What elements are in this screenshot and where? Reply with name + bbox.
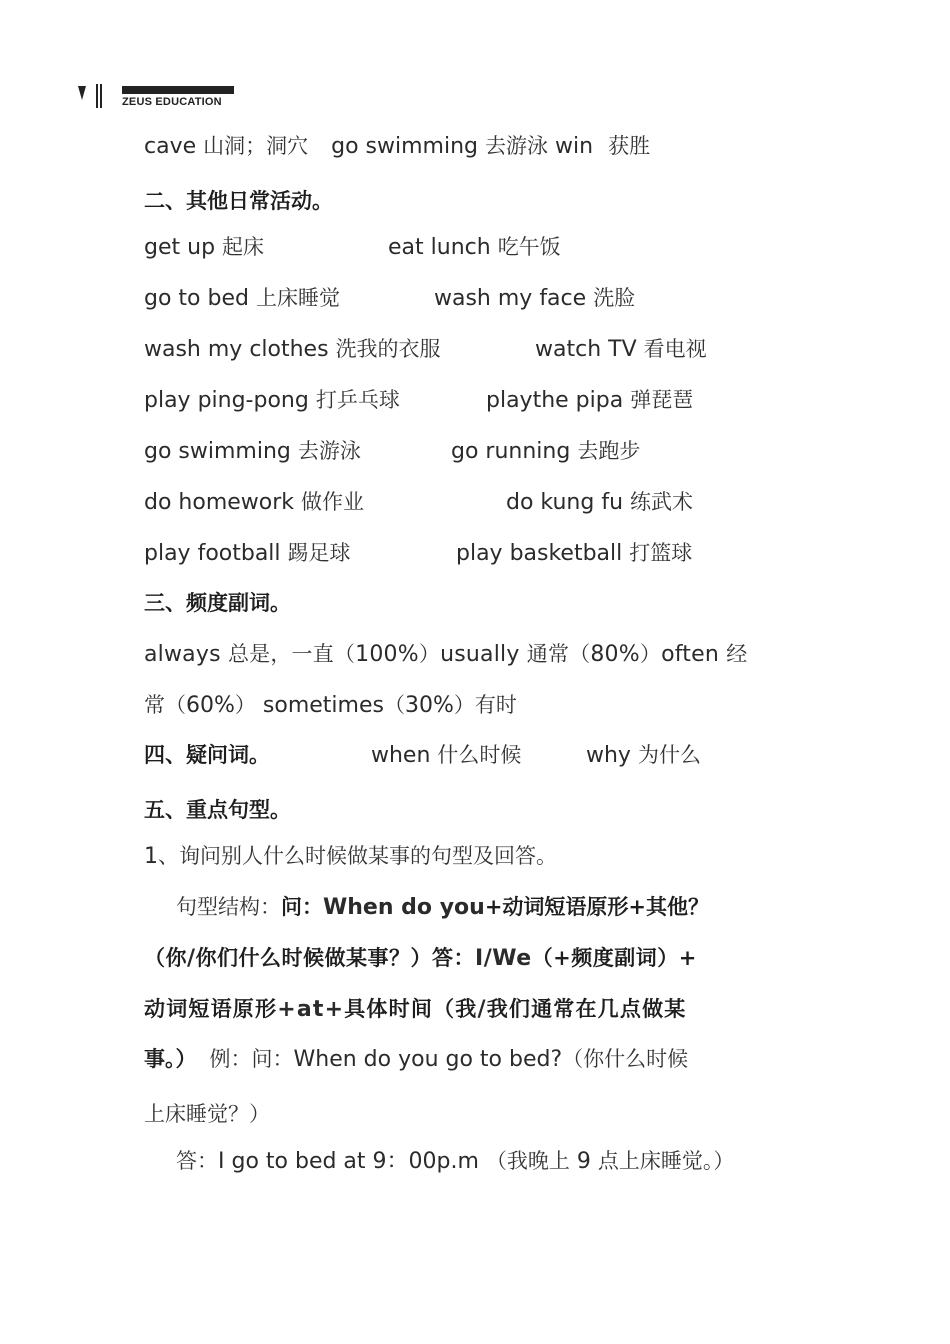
term-cn: 上床睡觉: [255, 286, 340, 310]
vocab-row: [144, 232, 264, 263]
pattern: I/We: [475, 946, 532, 971]
term-en: play ping-pong: [144, 388, 309, 413]
pattern: When do you: [323, 895, 485, 920]
term-en: do kung fu: [506, 490, 624, 515]
term-en: wash my clothes: [144, 337, 329, 362]
vocab-row: [144, 385, 400, 416]
term-cn: 山洞；洞穴: [203, 134, 309, 158]
question-word-when: [371, 740, 521, 771]
logo-chinese-mark: [122, 76, 234, 94]
term-en: playthe pipa: [486, 388, 624, 413]
pattern: 我们通常在几点做某: [486, 996, 687, 1021]
term-cn: 吃午饭: [497, 235, 561, 259]
term-cn: 总是，一直（: [227, 642, 356, 666]
term-en: sometimes: [262, 693, 384, 718]
term-en: watch TV: [535, 337, 637, 362]
vocab-row-col2: [486, 385, 693, 416]
item-text: 、询问别人什么时候做某事的句型及回答。: [158, 844, 557, 868]
term-cn: 洗脸: [593, 286, 636, 310]
term-cn: ）: [418, 642, 441, 666]
example-cn: （我晚上: [485, 1149, 570, 1173]
term-en: win: [555, 134, 594, 159]
term-en: do homework: [144, 490, 295, 515]
zeus-logo-icon: [76, 80, 112, 110]
term-cn: 练武术: [630, 490, 694, 514]
sentence-structure-line: [144, 994, 687, 1025]
label: 答：: [176, 1149, 218, 1173]
section-heading-4-line: [144, 740, 270, 771]
term-en: why: [586, 743, 631, 768]
example-line: [144, 1099, 270, 1130]
vocab-line-cave: [144, 131, 650, 162]
example-line: [144, 1044, 688, 1075]
term-en: go swimming: [331, 134, 479, 159]
example-cn: 点上床睡觉。）: [597, 1149, 735, 1173]
example-en: When do you go to bed?: [293, 1047, 563, 1072]
term-cn: 踢足球: [287, 541, 351, 565]
section-heading-5: 五、重点句型。: [144, 797, 291, 822]
term-cn: ）: [234, 693, 256, 717]
vocab-row-col2: [434, 283, 635, 314]
vocab-row-col2: [456, 538, 692, 569]
term-cn: 去跑步: [577, 439, 641, 463]
frequency-line-1: [144, 639, 747, 670]
question-word-why: [586, 740, 701, 771]
term-en: wash my face: [434, 286, 587, 311]
term-cn: 有时: [474, 693, 517, 717]
pattern: 事。）: [144, 1046, 197, 1071]
item-number: 1: [144, 844, 158, 869]
logo-text: ZEUS EDUCATION: [122, 96, 222, 108]
label: 例：问：: [209, 1047, 294, 1071]
pattern: 你们什么时候做某事？）答：: [195, 945, 476, 970]
term-en: play basketball: [456, 541, 623, 566]
pattern: /: [187, 946, 196, 971]
term-cn: 打篮球: [629, 541, 693, 565]
vocab-row: [144, 334, 441, 365]
term-en: often: [661, 642, 719, 667]
label: 问：: [281, 894, 323, 919]
term-cn: 去游泳: [297, 439, 361, 463]
answer-line: [176, 1146, 734, 1177]
term-en: eat lunch: [388, 235, 491, 260]
vocab-row-col2: [451, 436, 640, 467]
term-cn: 看电视: [643, 337, 707, 361]
pattern: 动词短语原形: [144, 996, 278, 1021]
term-en: get up: [144, 235, 216, 260]
term-cn: 起床: [222, 235, 265, 259]
term-cn: 弹琵琶: [630, 388, 694, 412]
label: 句型结构：: [176, 895, 281, 919]
vocab-row-col2: [388, 232, 561, 263]
term-en: always: [144, 642, 221, 667]
term-en: when: [371, 743, 431, 768]
term-en: go swimming: [144, 439, 291, 464]
pattern: /: [477, 997, 487, 1022]
term-cn: 打乒乓球: [315, 388, 400, 412]
vocab-row: [144, 487, 364, 518]
term-en: play football: [144, 541, 281, 566]
vocab-row: [144, 538, 351, 569]
term-en: usually: [440, 642, 520, 667]
term-cn: 什么时候: [437, 743, 522, 767]
term-cn: 通常（: [526, 642, 591, 666]
term-cn: 做作业: [301, 490, 365, 514]
vocab-row: [144, 436, 361, 467]
pattern: （+频度副词）+: [531, 945, 697, 970]
sentence-item-1: [144, 841, 557, 872]
term-cn: ）: [639, 642, 662, 666]
sentence-structure-line: [144, 943, 697, 974]
example-cn: （你什么时候: [562, 1047, 689, 1071]
term-cn: 洗我的衣服: [335, 337, 441, 361]
zeus-education-logo: [76, 76, 256, 116]
example-en: I go to bed at 9：00p.m: [218, 1149, 479, 1174]
example-cn: 上床睡觉？）: [144, 1102, 270, 1126]
vocab-row-col2: [506, 487, 693, 518]
section-heading-2: 二、其他日常活动。: [144, 188, 333, 213]
term-cn: 获胜: [608, 134, 651, 158]
term-cn: 经: [726, 642, 748, 666]
term-cn: （: [383, 693, 405, 717]
percent: 60%: [186, 693, 235, 718]
term-en: cave: [144, 134, 197, 159]
pattern: +动词短语原形+其他？: [484, 894, 710, 919]
vocab-row: [144, 283, 340, 314]
section-heading-3: 三、频度副词。: [144, 590, 291, 615]
vocab-row-col2: [535, 334, 707, 365]
term-cn: 常（: [144, 693, 186, 717]
percent: 80%: [590, 642, 640, 667]
percent: 30%: [404, 693, 454, 718]
pattern: （你: [144, 945, 187, 970]
pattern: 具体时间（我: [344, 996, 478, 1021]
percent: 100%: [355, 642, 419, 667]
example-en: 9: [576, 1149, 591, 1174]
term-en: go running: [451, 439, 571, 464]
term-cn: ）: [453, 693, 475, 717]
term-cn: 为什么: [637, 743, 701, 767]
section-heading-4: 四、疑问词。: [144, 742, 270, 767]
frequency-line-2: [144, 690, 517, 721]
term-cn: 去游泳: [485, 134, 549, 158]
pattern: +at+: [277, 997, 345, 1022]
term-en: go to bed: [144, 286, 249, 311]
sentence-structure-line: [176, 892, 709, 923]
